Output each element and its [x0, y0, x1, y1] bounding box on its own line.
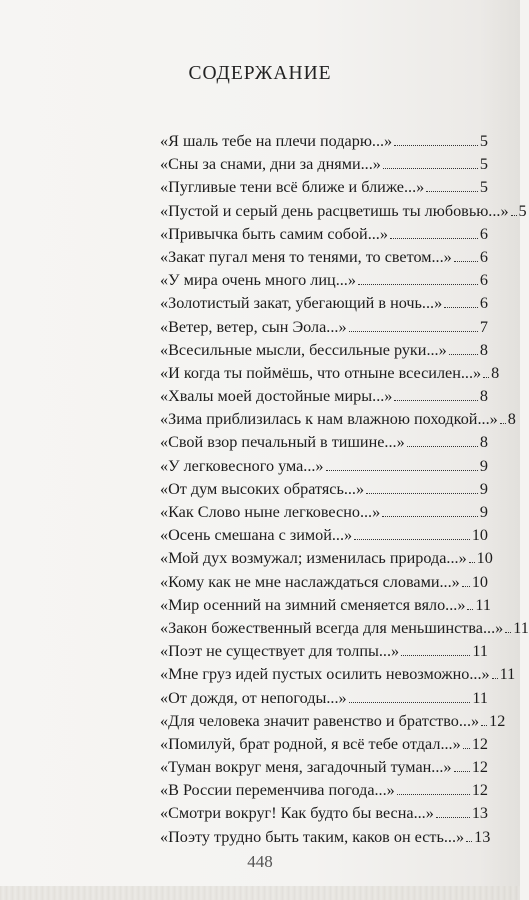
- toc-entry-page: 5: [479, 155, 488, 174]
- toc-entry: [160, 663, 516, 686]
- toc-dot-leader: [492, 678, 498, 679]
- toc-dot-leader: [326, 470, 478, 471]
- toc-entry-title: «Я шаль тебе на плечи подарю...»: [160, 132, 393, 150]
- toc-entry-title: «Пустой и серый день расцветишь ты любовью...»: [160, 201, 509, 220]
- toc-entry-page: 11: [499, 665, 516, 684]
- toc-dot-leader: [426, 191, 478, 192]
- toc-entry: [160, 594, 492, 617]
- toc-entry-page: 5: [479, 178, 488, 197]
- toc-entry-title: «Смотри вокруг! Как будто бы весна...»: [160, 804, 434, 823]
- toc-dot-leader: [466, 841, 472, 842]
- toc-entry-page: 11: [472, 688, 488, 707]
- toc-entry: [160, 733, 488, 756]
- toc-entry-title: «От дум высоких обратясь...»: [160, 479, 365, 498]
- toc-entry: [160, 431, 488, 454]
- toc-entry-page: 11: [513, 618, 529, 637]
- toc-dot-leader: [454, 771, 470, 772]
- toc-entry: [160, 362, 500, 385]
- toc-entry: [160, 292, 488, 315]
- toc-entry-title: «Привычка быть самим собой...»: [160, 224, 388, 243]
- table-of-contents: [160, 130, 529, 849]
- toc-entry-title: «У мира очень много лиц...»: [160, 271, 356, 290]
- toc-entry-title: «Кому как не мне наслаждаться словами...»: [160, 572, 460, 591]
- page-number: 448: [247, 852, 273, 871]
- toc-dot-leader: [390, 238, 478, 239]
- toc-entry-title: «У легковесного ума...»: [160, 456, 324, 475]
- toc-dot-leader: [449, 354, 478, 355]
- toc-entry-page: 7: [479, 317, 488, 336]
- toc-entry-title: «Туман вокруг меня, загадочный туман...»: [160, 758, 452, 777]
- toc-dot-leader: [505, 632, 511, 633]
- toc-entry: [160, 130, 488, 153]
- toc-entry-title: «Как Слово ныне легковесно...»: [160, 503, 381, 521]
- toc-entry: [160, 826, 491, 849]
- toc-entry-page: 12: [471, 758, 488, 777]
- toc-dot-leader: [467, 609, 473, 610]
- toc-dot-leader: [462, 586, 470, 587]
- toc-entry-page: 13: [474, 827, 491, 846]
- toc-dot-leader: [463, 748, 470, 749]
- toc-entry: [160, 547, 493, 570]
- toc-entry-page: 6: [479, 271, 488, 290]
- toc-entry-page: 12: [471, 734, 488, 753]
- toc-entry-page: 10: [471, 572, 488, 591]
- toc-entry-page: 11: [472, 642, 488, 661]
- toc-entry: [160, 617, 529, 640]
- toc-entry: [160, 478, 488, 501]
- toc-entry: [160, 385, 488, 408]
- toc-entry: [160, 153, 488, 176]
- toc-dot-leader: [394, 145, 478, 146]
- toc-entry-page: 8: [479, 387, 488, 406]
- toc-entry-page: 9: [479, 456, 488, 475]
- toc-entry-title: «И когда ты поймёшь, что отныне всесилен...»: [160, 363, 482, 382]
- toc-entry-page: 5: [518, 201, 527, 220]
- toc-entry: [160, 687, 488, 710]
- toc-entry: [160, 408, 516, 431]
- toc-entry-title: «Закат пугал меня то тенями, то светом...»: [160, 247, 452, 266]
- toc-entry-title: «Поэт не существует для толпы...»: [160, 642, 400, 661]
- toc-entry-page: 13: [471, 804, 488, 823]
- toc-dot-leader: [407, 446, 478, 447]
- toc-dot-leader: [511, 215, 517, 216]
- toc-entry-page: 9: [479, 479, 488, 498]
- toc-entry-page: 11: [475, 595, 492, 614]
- toc-entry: [160, 779, 488, 802]
- toc-entry-title: «Пугливые тени всё ближе и ближе...»: [160, 178, 425, 197]
- toc-entry-title: «Помилуй, брат родной, я всё тебе отдал...»: [160, 734, 461, 753]
- page-title: СОДЕРЖАНИЕ: [188, 63, 332, 84]
- toc-entry-page: 10: [471, 526, 488, 545]
- toc-entry: [160, 246, 488, 269]
- toc-entry-page: 8: [479, 340, 488, 359]
- toc-entry-page: 5: [479, 132, 488, 150]
- toc-dot-leader: [349, 331, 478, 332]
- toc-entry-title: «Поэту трудно быть таким, каков он есть...»: [160, 827, 465, 846]
- toc-entry-page: 6: [479, 224, 488, 243]
- toc-entry-page: 10: [476, 549, 493, 568]
- toc-entry-title: «Осень смешана с зимой...»: [160, 526, 353, 545]
- toc-entry-page: 12: [471, 781, 488, 800]
- toc-entry-title: «Закон божественный всегда для меньшинства...»: [160, 618, 504, 637]
- toc-entry: [160, 756, 488, 779]
- toc-dot-leader: [469, 562, 475, 563]
- toc-dot-leader: [454, 261, 478, 262]
- toc-entry: [160, 176, 488, 199]
- toc-entry-title: «Свой взор печальный в тишине...»: [160, 433, 405, 452]
- toc-dot-leader: [383, 168, 478, 169]
- toc-entry-page: 6: [479, 247, 488, 266]
- toc-entry-page: 12: [489, 711, 506, 730]
- page-bottom-edge: [0, 886, 520, 900]
- toc-dot-leader: [436, 817, 470, 818]
- toc-entry-title: «Мне груз идей пустых осилить невозможно...»: [160, 665, 490, 684]
- toc-entry: [160, 571, 488, 594]
- toc-dot-leader: [481, 725, 487, 726]
- toc-dot-leader: [500, 423, 506, 424]
- toc-entry-page: 6: [479, 294, 488, 313]
- toc-dot-leader: [394, 400, 478, 401]
- toc-entry-title: «Зима приблизилась к нам влажною походкой...»: [160, 410, 498, 429]
- toc-dot-leader: [397, 794, 470, 795]
- toc-entry-page: 9: [479, 503, 488, 521]
- toc-dot-leader: [358, 284, 478, 285]
- toc-entry-title: «В России переменчива погода...»: [160, 781, 395, 800]
- toc-entry: [160, 269, 488, 292]
- toc-entry-title: «Хвалы моей достойные миры...»: [160, 387, 393, 406]
- toc-dot-leader: [349, 702, 471, 703]
- toc-entry-title: «Для человека значит равенство и братство...»: [160, 711, 480, 730]
- toc-entry: [160, 339, 488, 362]
- toc-entry: [160, 802, 488, 825]
- toc-entry: [160, 524, 488, 547]
- toc-entry-title: «Всесильные мысли, бессильные руки...»: [160, 340, 447, 359]
- toc-entry: [160, 455, 488, 478]
- toc-entry-title: «Ветер, ветер, сын Эола...»: [160, 317, 347, 336]
- toc-entry-title: «Мир осенний на зимний сменяется вяло...»: [160, 595, 466, 614]
- toc-dot-leader: [382, 516, 478, 517]
- toc-entry: [160, 223, 488, 246]
- toc-dot-leader: [366, 493, 478, 494]
- toc-entry: [160, 710, 506, 733]
- toc-entry-page: 8: [479, 433, 488, 452]
- toc-entry: [160, 640, 488, 663]
- toc-entry: [160, 316, 488, 339]
- toc-entry-page: 8: [507, 410, 516, 429]
- toc-entry: [160, 501, 488, 524]
- toc-entry-page: 8: [491, 363, 500, 382]
- toc-entry-title: «От дождя, от непогоды...»: [160, 688, 347, 707]
- toc-dot-leader: [401, 655, 470, 656]
- toc-entry-title: «Мой дух возмужал; изменилась природа...»: [160, 549, 467, 568]
- toc-entry: [160, 200, 527, 223]
- toc-dot-leader: [483, 377, 489, 378]
- toc-entry-title: «Золотистый закат, убегающий в ночь...»: [160, 294, 443, 313]
- toc-dot-leader: [354, 539, 470, 540]
- toc-dot-leader: [444, 307, 478, 308]
- toc-entry-title: «Сны за снами, дни за днями...»: [160, 155, 381, 174]
